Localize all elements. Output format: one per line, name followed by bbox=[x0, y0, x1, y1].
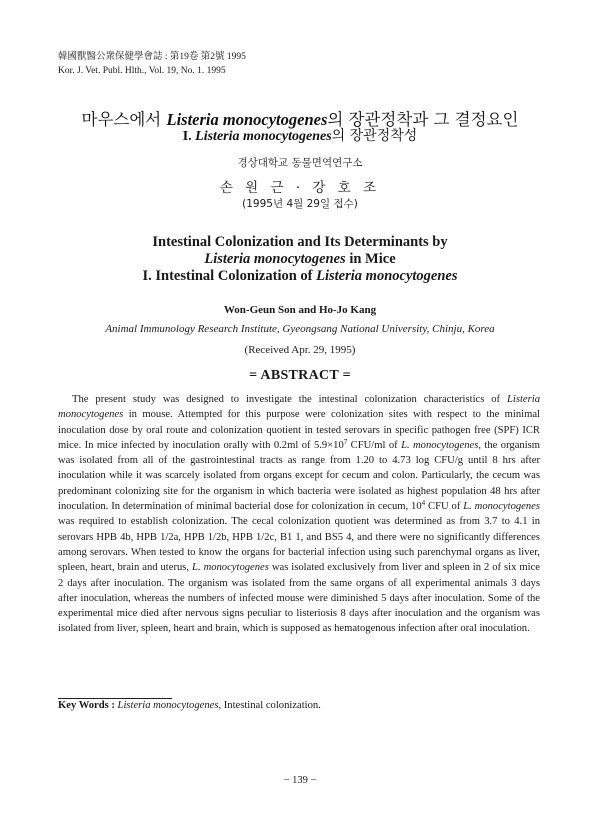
abstract-text: was required to establish colonization. The cecal colonization quotient was determined as from 3.7 to 4.1 in serovars HPB 4b, HPB 1/2a, HPB 1/2b, HPB 1/2c, B1 1, and BS5 4, and there were no significantly differences among serovars. When tested to know the organs for bacterial infection using such parenchymal organs as liver, spleen, heart, brain and uterus, bbox=[58, 516, 540, 574]
korean-title-line2-prefix: I. bbox=[182, 129, 196, 144]
footnote-divider bbox=[58, 698, 172, 699]
abstract-heading: = ABSTRACT = bbox=[249, 368, 351, 383]
english-title-line1: Intestinal Colonization and Its Determinants by bbox=[152, 234, 448, 250]
abstract-species: Listeria monocytogenes bbox=[58, 394, 540, 421]
korean-title-line2 bbox=[0, 125, 600, 145]
abstract-species: L. monocytogenes, bbox=[401, 439, 481, 451]
english-title-line2 bbox=[0, 251, 600, 268]
korean-title-line1-suffix: 의 장관정착과 그 결정요인 bbox=[327, 110, 519, 129]
korean-title-line2-suffix: 의 장관정착성 bbox=[331, 128, 418, 144]
abstract-text: in mouse. Attempted for this purpose were colonization sites with respect to the minimal inoculation dose by oral route and colonization quotient in tested serovars in specific pathogen free (SPF) ICR mice. In mice infected by inoculation orally with 0.2ml of 5.9×10 bbox=[58, 409, 540, 451]
received-date: (Received Apr. 29, 1995) bbox=[244, 344, 356, 356]
english-title-line3 bbox=[0, 268, 600, 285]
abstract-text: CFU of bbox=[425, 501, 464, 513]
keywords-species: Listeria monocytogenes, bbox=[117, 700, 222, 711]
english-title-line2-species: Listeria monocytogenes bbox=[204, 251, 346, 267]
korean-title-line1-species: Listeria monocytogenes bbox=[166, 110, 328, 129]
english-title-line3-species: Listeria monocytogenes bbox=[316, 268, 458, 284]
korean-title-line2-species: Listeria monocytogenes bbox=[195, 129, 332, 144]
korean-authors: 손 원 근 · 강 호 조 bbox=[219, 180, 381, 196]
affiliation: Animal Immunology Research Institute, Gyeongsang National University, Chinju, Korea bbox=[105, 323, 495, 335]
keywords-line bbox=[58, 700, 321, 711]
abstract-body bbox=[58, 392, 540, 637]
keywords-label: Key Words : bbox=[58, 700, 118, 711]
abstract-text: CFU/ml of bbox=[347, 439, 402, 451]
korean-institution: 경상대학교 동물면역연구소 bbox=[237, 157, 363, 169]
journal-citation-english: Kor. J. Vet. Publ. Hlth., Vol. 19, No. 1. 1995 bbox=[58, 66, 226, 76]
keywords-rest: Intestinal colonization. bbox=[221, 700, 321, 711]
page-number: − 139 − bbox=[283, 775, 317, 786]
abstract-species: L. monocytogenes bbox=[192, 562, 269, 574]
abstract-text: was isolated exclusively from liver and spleen in 2 of six mice 2 days after inoculation. The organism was isolated from the same organs of all experimental animals 3 days after inoculation, whereas the numbers of infected mouse were diminished 5 days after inoculation. Some of the experimental mice died after nervous signs peculiar to listeriosis 8 days after inoculation and the organism was isolated from liver, spleen, heart and brain, which is supposed as hematogenous infection after oral inoculation. bbox=[58, 562, 540, 635]
abstract-species: L. monocytogenes bbox=[463, 501, 540, 513]
abstract-exponent: 4 bbox=[421, 499, 426, 508]
korean-title-line1-prefix: 마우스에서 bbox=[81, 110, 167, 129]
english-title bbox=[0, 234, 600, 285]
abstract-text: The present study was designed to investigate the intestinal colonization characteristics of bbox=[72, 394, 508, 405]
journal-citation-korean: 韓國獸醫公衆保健學會誌 : 第19卷 第2號 1995 bbox=[58, 52, 246, 62]
abstract-text: the organism was isolated from all of the gastrointestinal tracts as range from 1.20 to 4.73 log CFU/g until 8 hrs after inoculation while it was scarcely isolated from organs except for cecum and colon. Particularly, the cecum was predominant colonizing site for the organism in which bacteria were isolated as highest population 48 hrs after inoculation. In determination of minimal bacterial dose for colonization in cecum, 10 bbox=[58, 439, 541, 513]
abstract-exponent: 7 bbox=[343, 437, 348, 446]
english-title-line3-prefix: I. Intestinal Colonization of bbox=[142, 268, 317, 284]
english-title-line2-suffix: in Mice bbox=[345, 251, 396, 267]
english-authors: Won-Geun Son and Ho-Jo Kang bbox=[223, 304, 377, 316]
journal-citation bbox=[58, 50, 246, 78]
korean-received-date: (1995년 4월 29일 접수) bbox=[242, 198, 358, 210]
